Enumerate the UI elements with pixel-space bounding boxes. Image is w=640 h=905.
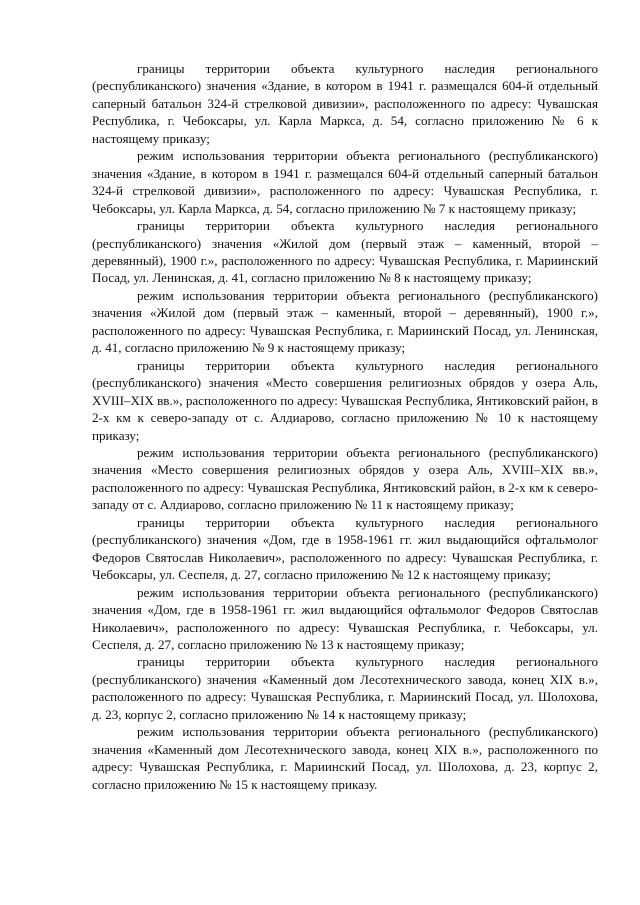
paragraph-regime-lake-al: режим использования территории объекта регионального (республиканского) значения «Место совершения религиозных обрядов у озера Аль, XVIII–XIX вв.», расположенного по адресу: Чувашская Республика, Янтиковский район, в 2-х км к северо-западу от с. Алдиарово, согласно приложению № 11 к настоящему приказу; (92, 444, 598, 513)
paragraph-boundaries-fedorov-house: границы территории объекта культурного наследия регионального (республиканского) значения «Дом, где в 1958-1961 гг. жил выдающийся офтальмолог Федоров Святослав Николаевич», расположенного по адресу: Чувашская Республика, г. Чебоксары, ул. Сеспеля, д. 27, согласно приложению № 12 к настоящему приказу; (92, 514, 598, 583)
paragraph-boundaries-lake-al: границы территории объекта культурного наследия регионального (республиканского) значения «Место совершения религиозных обрядов у озера Аль, XVIII–XIX вв.», расположенного по адресу: Чувашская Республика, Янтиковский район, в 2-х км к северо-западу от с. Алдиарово, согласно приложению № 10 к настоящему приказу; (92, 357, 598, 443)
document-page (92, 60, 598, 793)
paragraph-boundaries-residential-house: границы территории объекта культурного наследия регионального (республиканского) значения «Жилой дом (первый этаж – каменный, второй – деревянный), 1900 г.», расположенного по адресу: Чувашская Республика, г. Мариинский Посад, ул. Ленинская, д. 41, согласно приложению № 8 к настоящему приказу; (92, 218, 598, 286)
paragraph-regime-stone-house: режим использования территории объекта регионального (республиканского) значения «Каменный дом Лесотехнического завода, конец XIX в.», расположенного по адресу: Чувашская Республика, г. Мариинский Посад, ул. Шолохова, д. 23, корпус 2, согласно приложению № 15 к настоящему приказу. (92, 724, 598, 792)
paragraph-regime-fedorov-house: режим использования территории объекта регионального (республиканского) значения «Дом, где в 1958-1961 гг. жил выдающийся офтальмолог Федоров Святослав Николаевич», расположенного по адресу: Чувашская Республика, г. Чебоксары, ул. Сеспеля, д. 27, согласно приложению № 13 к настоящему приказу; (92, 584, 598, 652)
paragraph-boundaries-stone-house: границы территории объекта культурного наследия регионального (республиканского) значения «Каменный дом Лесотехнического завода, конец XIX в.», расположенного по адресу: Чувашская Республика, г. Мариинский Посад, ул. Шолохова, д. 23, корпус 2, согласно приложению № 14 к настоящему приказу; (92, 654, 598, 722)
paragraph-regime-residential-house: режим использования территории объекта регионального (республиканского) значения «Жилой дом (первый этаж – каменный, второй – деревянный), 1900 г.», расположенного по адресу: Чувашская Республика, г. Мариинский Посад, ул. Ленинская, д. 41, согласно приложению № 9 к настоящему приказу; (92, 287, 598, 356)
paragraph-regime-sapper-battalion: режим использования территории объекта регионального (республиканского) значения «Здание, в котором в 1941 г. размещался 604-й отдельный саперный батальон 324-й стрелковой дивизии», расположенного по адресу: Чувашская Республика, г. Чебоксары, ул. Карла Маркса, д. 54, согласно приложению № 7 к настоящему приказу; (92, 148, 598, 216)
paragraph-boundaries-sapper-battalion: границы территории объекта культурного наследия регионального (республиканского) значения «Здание, в котором в 1941 г. размещался 604-й отдельный саперный батальон 324-й стрелковой дивизии», расположенного по адресу: Чувашская Республика, г. Чебоксары, ул. Карла Маркса, д. 54, согласно приложению № 6 к настоящему приказу; (92, 61, 598, 146)
